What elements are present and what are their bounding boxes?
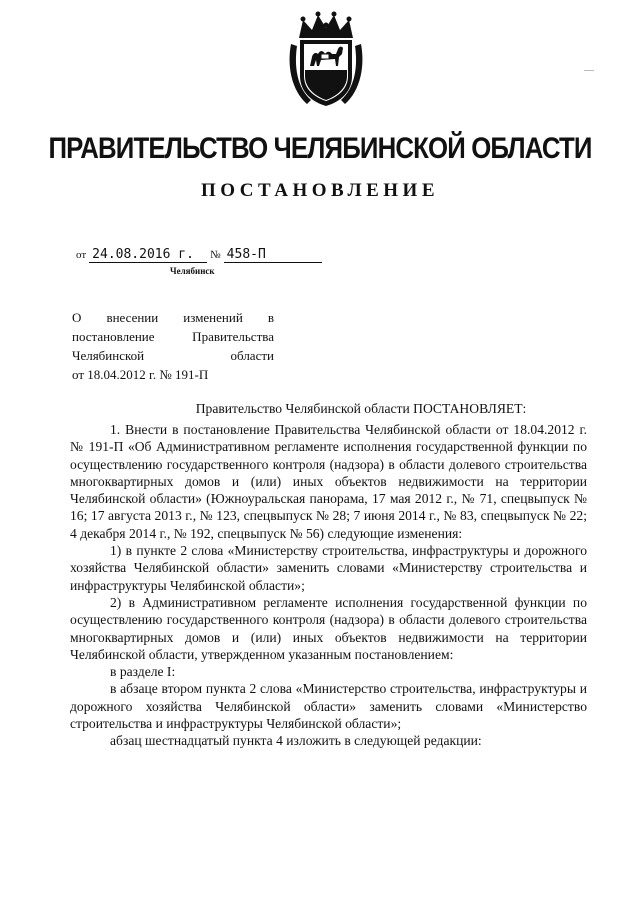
coat-of-arms-icon — [285, 10, 367, 110]
document-body — [70, 421, 587, 750]
resolution-intro: Правительство Челябинской области ПОСТАНОВЛЯЕТ: — [195, 401, 527, 416]
city-label: Челябинск — [170, 266, 215, 276]
document-date-number — [76, 247, 322, 263]
number-label: № — [210, 249, 221, 261]
body-paragraph: 1. Внести в постановление Правительства Челябинской области от 18.04.2012 г. № 191-П «Об Административном регламенте исполнения государственной функции по осуществлению государственного контроля (надзора) в области долевого строительства многоквартирных домов и (или) иных объектов недвижимости на территории Челябинской области» (Южноуральская панорама, 17 мая 2012 г., № 71, спецвыпуск № 16; 17 августа 2013 г., № 123, спецвыпуск № 28; 7 июня 2014 г., № 83, спецвыпуск № 22; 4 декабря 2014 г., № 192, спецвыпуск № 56) следующие изменения: — [70, 422, 587, 541]
subject-line: от 18.04.2012 г. № 191-П — [72, 367, 209, 382]
date-label: от — [76, 249, 87, 261]
body-paragraph: в абзаце втором пункта 2 слова «Министерство строительства, инфраструктуры и дорожного хозяйства Челябинской области» заменить словами «Министерство строительства и инфраструктуры Челябинской области»; — [70, 681, 587, 732]
subject-line: постановление Правительства — [72, 329, 274, 344]
date-value: 24.08.2016 г. — [89, 247, 207, 263]
scan-mark — [584, 70, 594, 71]
document-type-title: ПОСТАНОВЛЕНИЕ — [200, 180, 440, 201]
body-paragraph: в разделе I: — [110, 664, 176, 680]
body-paragraph: абзац шестнадцатый пункта 4 изложить в следующей редакции: — [110, 733, 482, 749]
body-paragraph: 2) в Административном регламенте исполнения государственной функции по осуществлению государственного контроля (надзора) в области долевого строительства многоквартирных домов и (или) иных объектов недвижимости на территории Челябинской области, утвержденном указанным постановлением: — [70, 594, 587, 662]
number-value: 458-П — [224, 247, 322, 263]
document-subject — [72, 308, 274, 384]
subject-line: Челябинской области — [72, 348, 274, 363]
government-title: ПРАВИТЕЛЬСТВО ЧЕЛЯБИНСКОЙ ОБЛАСТИ — [48, 132, 592, 165]
body-paragraph: 1) в пункте 2 слова «Министерству строительства, инфраструктуры и дорожного хозяйства Челябинской области» заменить словами «Министерству строительства и инфраструктуры Челябинской области»; — [70, 543, 587, 593]
subject-line: О внесении изменений в — [72, 310, 274, 325]
